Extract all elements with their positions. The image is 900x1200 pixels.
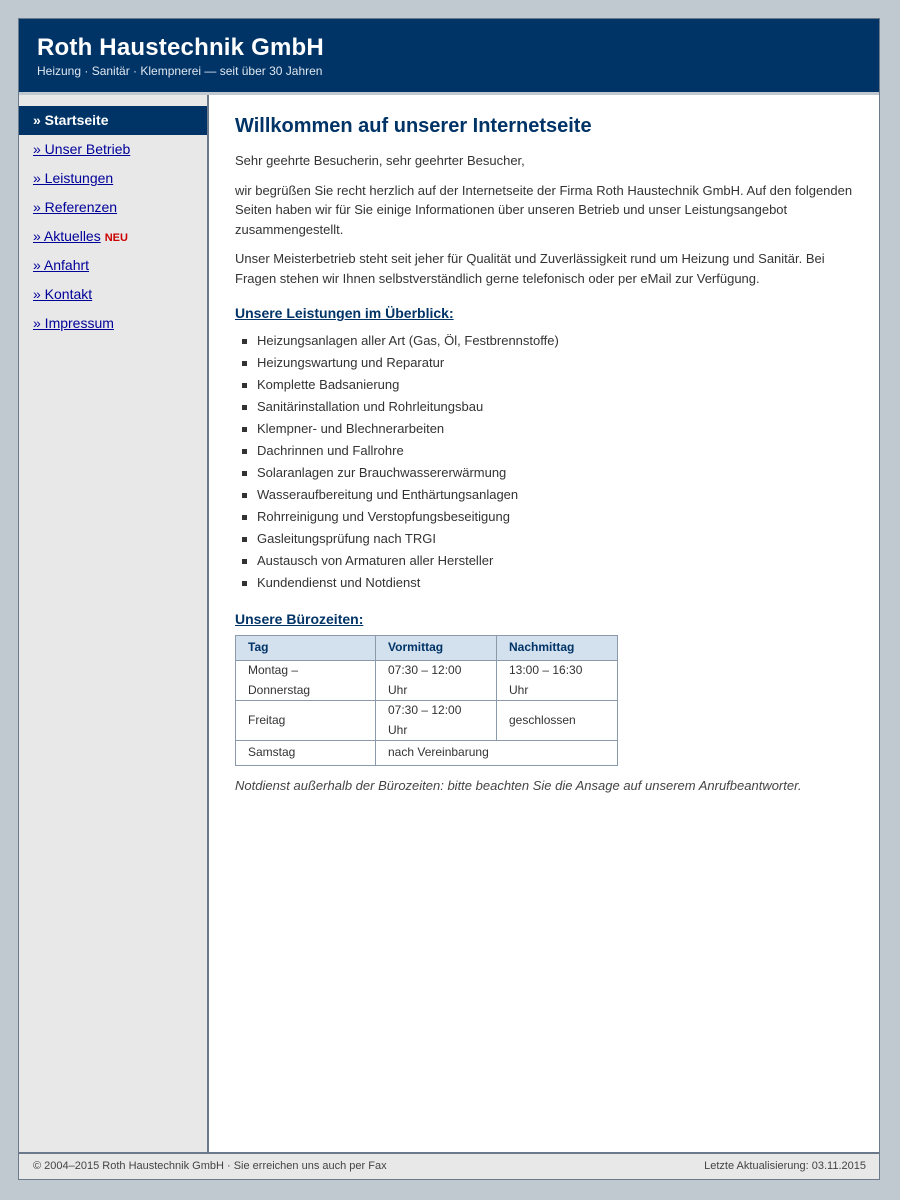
table-cell: nach Vereinbarung bbox=[376, 741, 618, 766]
nav-item-leistungen[interactable] bbox=[19, 164, 207, 193]
nav-item-startseite[interactable] bbox=[19, 106, 207, 135]
greeting-text: Sehr geehrte Besucherin, sehr geehrter Besucher, bbox=[235, 153, 525, 168]
sidebar bbox=[19, 95, 209, 1152]
nav-link-aktuelles[interactable]: » Aktuelles bbox=[33, 228, 101, 244]
footer-last-updated: Letzte Aktualisierung: 03.11.2015 bbox=[704, 1160, 866, 1172]
service-item: Wasseraufbereitung und Enthärtungsanlagen bbox=[257, 484, 865, 506]
table-cell: Samstag bbox=[236, 741, 376, 766]
nav-link-kontakt[interactable]: » Kontakt bbox=[33, 286, 93, 302]
table-header-row bbox=[236, 636, 618, 661]
table-row bbox=[236, 701, 618, 741]
service-item: Sanitärinstallation und Rohrleitungsbau bbox=[257, 396, 865, 418]
new-badge: NEU bbox=[104, 232, 128, 244]
site-title: Roth Haustechnik GmbH bbox=[37, 34, 324, 61]
service-item: Rohrreinigung und Verstopfungsbeseitigung bbox=[257, 506, 865, 528]
service-item: Komplette Badsanierung bbox=[257, 374, 865, 396]
office-hours-table bbox=[235, 635, 618, 766]
nav-item-aktuelles[interactable] bbox=[19, 222, 207, 251]
nav-link-unser-betrieb[interactable]: » Unser Betrieb bbox=[33, 141, 131, 157]
nav-item-anfahrt[interactable] bbox=[19, 251, 207, 280]
intro-text: wir begrüßen Sie recht herzlich auf der Internetseite der Firma Roth Haustechnik GmbH. Auf den folgenden Seiten haben wir für Sie einige Informationen über unseren Betrieb und unser Leistungsangebot zusammengestellt. bbox=[235, 182, 853, 237]
nav-link-leistungen[interactable]: » Leistungen bbox=[33, 170, 114, 186]
hours-heading: Unsere Bürozeiten: bbox=[235, 610, 364, 627]
service-item: Klempner- und Blechnerarbeiten bbox=[257, 418, 865, 440]
table-cell: 13:00 – 16:30 Uhr bbox=[497, 661, 618, 701]
table-cell: Montag – Donnerstag bbox=[236, 661, 376, 701]
nav-item-impressum[interactable] bbox=[19, 309, 207, 338]
table-header-cell: Tag bbox=[236, 636, 376, 661]
table-header-cell: Vormittag bbox=[376, 636, 497, 661]
footer-copyright: © 2004–2015 Roth Haustechnik GmbH · Sie erreichen uns auch per Fax bbox=[33, 1160, 387, 1172]
site-header bbox=[19, 19, 879, 95]
table-header-cell: Nachmittag bbox=[497, 636, 618, 661]
nav-item-unser-betrieb[interactable] bbox=[19, 135, 207, 164]
service-item: Kundendienst und Notdienst bbox=[257, 572, 865, 594]
nav-item-referenzen[interactable] bbox=[19, 193, 207, 222]
table-row bbox=[236, 661, 618, 701]
emergency-note: Notdienst außerhalb der Bürozeiten: bitte beachten Sie die Ansage auf unserem Anrufbeantworter. bbox=[235, 778, 802, 793]
table-row bbox=[236, 741, 618, 766]
site-footer bbox=[19, 1152, 879, 1179]
nav-link-startseite[interactable]: » Startseite bbox=[33, 112, 109, 128]
service-item: Dachrinnen und Fallrohre bbox=[257, 440, 865, 462]
service-item: Solaranlagen zur Brauchwassererwärmung bbox=[257, 462, 865, 484]
table-cell: Freitag bbox=[236, 701, 376, 741]
nav-link-anfahrt[interactable]: » Anfahrt bbox=[33, 257, 90, 273]
services-list bbox=[235, 330, 865, 594]
table-cell: 07:30 – 12:00 Uhr bbox=[376, 661, 497, 701]
main-content bbox=[235, 113, 865, 806]
nav-link-referenzen[interactable]: » Referenzen bbox=[33, 199, 118, 215]
service-item: Heizungswartung und Reparatur bbox=[257, 352, 865, 374]
table-cell: 07:30 – 12:00 Uhr bbox=[376, 701, 497, 741]
service-item: Heizungsanlagen aller Art (Gas, Öl, Festbrennstoffe) bbox=[257, 330, 865, 352]
main-navigation bbox=[19, 95, 207, 338]
site-subtitle: Heizung · Sanitär · Klempnerei — seit über 30 Jahren bbox=[37, 64, 323, 78]
nav-item-kontakt[interactable] bbox=[19, 280, 207, 309]
service-item: Austausch von Armaturen aller Hersteller bbox=[257, 550, 865, 572]
services-heading: Unsere Leistungen im Überblick: bbox=[235, 305, 454, 321]
about-text: Unser Meisterbetrieb steht seit jeher für Qualität und Zuverlässigkeit rund um Heizung und Sanitär. Bei Fragen stehen wir Ihnen selbstverständlich gerne telefonisch oder per eMail zur Verfügung. bbox=[235, 251, 825, 286]
service-item: Gasleitungsprüfung nach TRGI bbox=[257, 528, 865, 550]
page-frame bbox=[18, 18, 880, 1180]
nav-link-impressum[interactable]: » Impressum bbox=[33, 315, 114, 331]
table-cell: geschlossen bbox=[497, 701, 618, 741]
page-title: Willkommen auf unserer Internetseite bbox=[235, 115, 592, 137]
